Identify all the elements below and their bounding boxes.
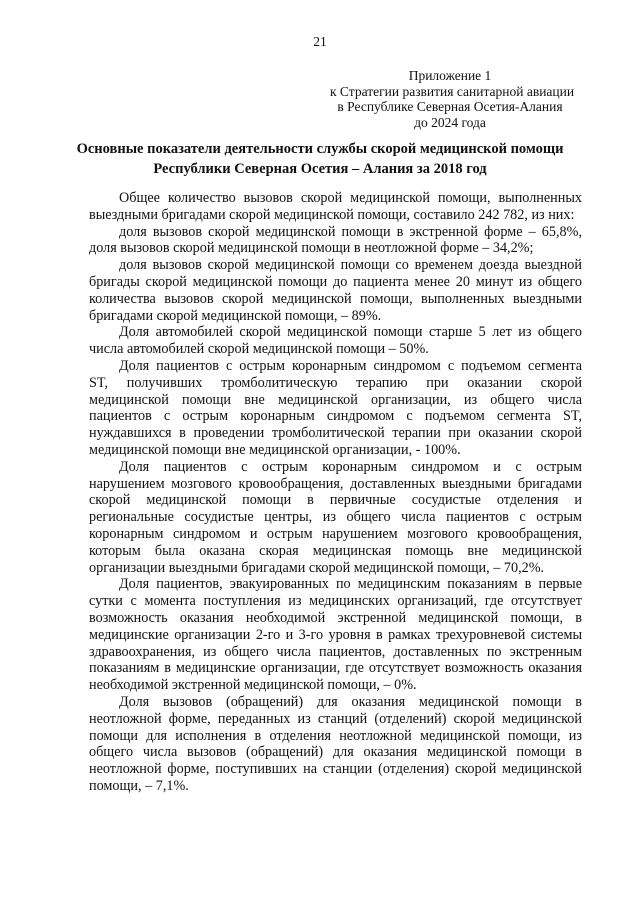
paragraph-line: медицинской помощи вне медицинской организации, - 100%.: [89, 441, 461, 458]
document-title: [60, 139, 580, 179]
paragraph-line: помощи для исполнения в отделения неотложной медицинской помощи, из: [89, 727, 582, 744]
paragraph-line: коронарным синдромом и острым нарушением мозгового кровообращения,: [89, 525, 582, 542]
body-paragraph: [89, 694, 582, 795]
paragraph-line: здравоохранения, из общего числа пациентов, доставленных по экстренным: [89, 643, 582, 660]
appendix-line: Приложение 1: [408, 68, 492, 83]
body-paragraph: [89, 324, 582, 358]
page-number: 21: [313, 34, 327, 49]
paragraph-line: бригадами скорой медицинской помощи, – 89%.: [89, 307, 382, 324]
paragraph-line: пациентов с острым коронарным синдромом с подъемом сегмента ST,: [89, 408, 582, 425]
paragraph-line: доля вызовов скорой медицинской помощи в неотложной форме – 34,2%;: [89, 240, 534, 257]
paragraph-line: необходимой экстренной медицинской помощи, – 0%.: [89, 677, 417, 694]
body-paragraph: [89, 224, 582, 258]
paragraph-line: которым была оказана скорая медицинская помощь вне медицинской: [89, 542, 582, 559]
title-line: Основные показатели деятельности службы скорой медицинской помощи: [76, 141, 564, 157]
paragraph-line: неотложной форме, поступивших на станции (отделения) скорой медицинской: [89, 761, 582, 778]
paragraph-line: числа автомобилей скорой медицинской помощи – 50%.: [89, 341, 429, 358]
paragraph-line: нарушением мозгового кровообращения, доставленных выездными бригадами: [89, 475, 582, 492]
paragraph-line: общего числа вызовов (обращений) для оказания медицинской помощи в: [89, 744, 582, 761]
paragraph-line: Доля пациентов с острым коронарным синдромом и с острым: [119, 458, 582, 475]
paragraph-line: медицинские организации 2-го и 3-го уровня в рамках трехуровневой системы: [89, 626, 582, 643]
paragraph-line: Доля автомобилей скорой медицинской помощи старше 5 лет из общего: [119, 324, 582, 341]
paragraph-line: сутки с момента поступления из медицинских организаций, где отсутствует: [89, 593, 582, 610]
appendix-line: к Стратегии развития санитарной авиации: [330, 83, 575, 99]
paragraph-line: доля вызовов скорой медицинской помощи в экстренной форме – 65,8%,: [119, 223, 582, 240]
paragraph-line: показаниям в медицинские организации, где отсутствует возможность оказания: [89, 660, 582, 677]
paragraph-line: организации выездными бригадами скорой медицинской помощи, – 70,2%.: [89, 559, 545, 576]
body-paragraph: [89, 358, 582, 459]
title-line: Республики Северная Осетия – Алания за 2018 год: [153, 161, 487, 177]
paragraph-line: нуждавшихся в проведении тромболитической терапии при оказании скорой: [89, 425, 582, 442]
body-paragraph: [89, 257, 582, 324]
body-paragraph: [89, 576, 582, 694]
document-body: [89, 190, 582, 795]
paragraph-line: региональные сосудистые центры, из общего числа пациентов с острым: [89, 509, 582, 526]
appendix-header: [330, 68, 575, 130]
paragraph-line: Доля пациентов с острым коронарным синдромом с подъемом сегмента: [119, 357, 582, 374]
paragraph-line: доля вызовов скорой медицинской помощи со временем доезда выездной: [119, 257, 582, 274]
body-paragraph: [89, 190, 582, 224]
appendix-line: до 2024 года: [414, 114, 486, 130]
body-paragraph: [89, 459, 582, 577]
paragraph-line: Доля пациентов, эвакуированных по медицинским показаниям в первые: [119, 576, 582, 593]
paragraph-line: скорой медицинской помощи в первичные сосудистые отделения и: [89, 492, 582, 509]
paragraph-line: помощи, – 7,1%.: [89, 777, 189, 794]
paragraph-line: выездными бригадами скорой медицинской помощи, составило 242 782, из них:: [89, 206, 575, 223]
paragraph-line: бригады скорой медицинской помощи до пациента менее 20 минут из общего: [89, 273, 582, 290]
paragraph-line: ST, получивших тромболитическую терапию при оказании скорой: [89, 374, 582, 391]
paragraph-line: количества вызовов скорой медицинской помощи, выполненных выездными: [89, 290, 582, 307]
paragraph-line: Доля вызовов (обращений) для оказания медицинской помощи в: [119, 693, 582, 710]
paragraph-line: неотложной форме, переданных из станций (отделений) скорой медицинской: [89, 710, 582, 727]
paragraph-line: Общее количество вызовов скорой медицинской помощи, выполненных: [119, 190, 582, 206]
appendix-line: в Республике Северная Осетия-Алания: [337, 99, 563, 114]
paragraph-line: возможность оказания необходимой экстренной медицинской помощи, в: [89, 609, 582, 626]
paragraph-line: медицинской помощи вне медицинской организации, из общего числа: [89, 391, 582, 408]
